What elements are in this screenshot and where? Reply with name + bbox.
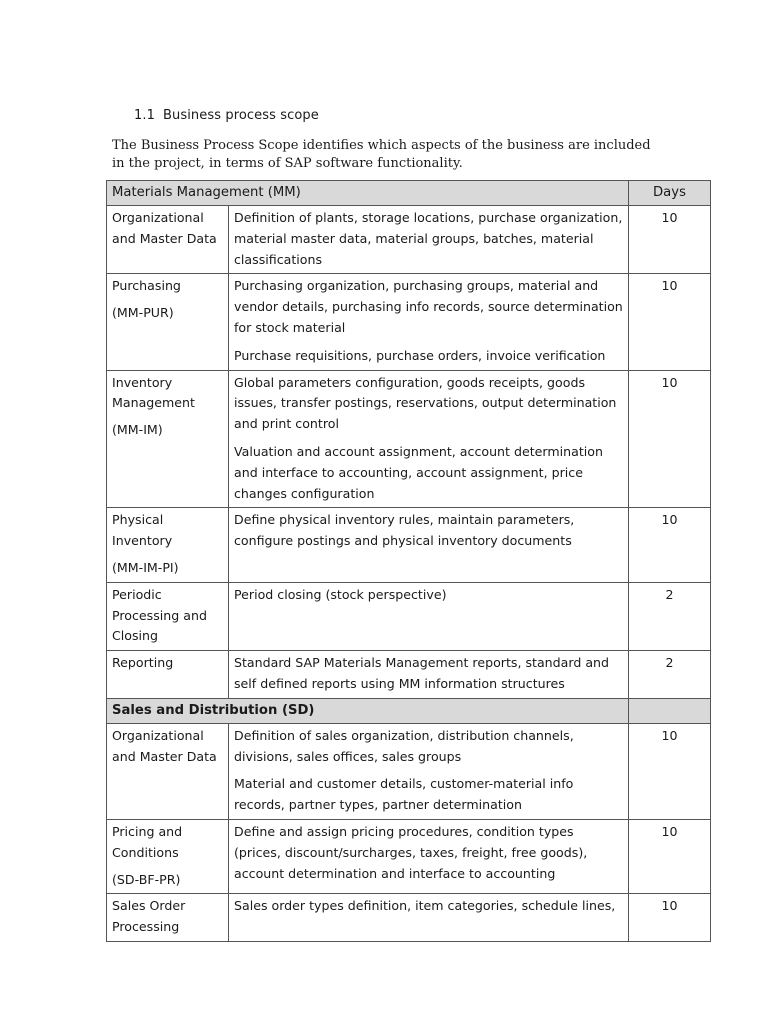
scope-description-text: Definition of sales organization, distribution channels, divisions, sales offices, sales groups — [234, 727, 574, 764]
process-area-text: Reporting — [112, 655, 174, 671]
scope-description-text: Purchase requisitions, purchase orders, invoice verification — [234, 347, 606, 363]
scope-description-text: Define physical inventory rules, maintain parameters, configure postings and physical inventory documents — [234, 512, 575, 549]
days-cell: 10 — [629, 819, 711, 893]
scope-description-text: Define and assign pricing procedures, condition types (prices, discount/surcharges, taxes, freight, free goods), account determination and interface to accounting — [234, 823, 588, 881]
scope-description-text: Period closing (stock perspective) — [234, 586, 447, 602]
section-number: 1.1 — [134, 108, 155, 123]
scope-description-text: Purchasing organization, purchasing groups, material and vendor details, purchasing info records, source determination for stock material — [234, 278, 623, 335]
process-area-text: (MM-PUR) — [112, 305, 174, 321]
table-row — [107, 206, 711, 274]
process-area-text: Organizational and Master Data — [112, 210, 217, 246]
process-area-text: Physical Inventory — [112, 512, 173, 549]
scope-description-cell — [229, 651, 629, 699]
scope-description-cell — [229, 508, 629, 582]
process-area-cell — [107, 370, 229, 508]
scope-description-cell — [229, 819, 629, 893]
process-area-text: (SD-BF-PR) — [112, 871, 181, 887]
scope-description-cell — [229, 370, 629, 508]
table-row — [107, 582, 711, 650]
days-cell: 10 — [629, 206, 711, 274]
scope-description-text: Sales order types definition, item categories, schedule lines, — [234, 898, 616, 914]
table-row — [107, 723, 711, 819]
process-area-cell — [107, 582, 229, 650]
process-area-cell — [107, 206, 229, 274]
section-header-row — [107, 698, 711, 723]
process-area-cell — [107, 274, 229, 370]
days-cell: 2 — [629, 651, 711, 699]
table-row — [107, 274, 711, 370]
process-area-cell — [107, 894, 229, 942]
section-header-row — [107, 181, 711, 206]
process-area-cell — [107, 723, 229, 819]
intro-paragraph: The Business Process Scope identifies which aspects of the business are included in the project, in terms of SAP software functionality. — [112, 138, 651, 171]
process-area-text: Periodic Processing and Closing — [112, 586, 207, 644]
process-area-cell — [107, 819, 229, 893]
days-cell: 10 — [629, 723, 711, 819]
days-cell: 10 — [629, 274, 711, 370]
process-area-cell — [107, 508, 229, 582]
scope-description-text: Global parameters configuration, goods receipts, goods issues, transfer postings, reservations, output determination and print control — [234, 374, 617, 432]
days-cell: 2 — [629, 582, 711, 650]
section-title: Business process scope — [162, 108, 319, 123]
days-cell: 10 — [629, 894, 711, 942]
process-area-text: Sales Order Processing — [112, 898, 186, 935]
scope-description-text: Standard SAP Materials Management reports, standard and self defined reports using MM information structures — [234, 655, 610, 691]
process-area-cell — [107, 651, 229, 699]
days-cell: 10 — [629, 508, 711, 582]
section-title-cell: Materials Management (MM) — [107, 181, 629, 206]
scope-description-cell — [229, 582, 629, 650]
scope-description-cell — [229, 206, 629, 274]
table-row — [107, 508, 711, 582]
scope-description-cell — [229, 274, 629, 370]
table-row — [107, 819, 711, 893]
scope-description-text: Material and customer details, customer-material info records, partner types, partner determination — [234, 776, 574, 813]
table-row — [107, 651, 711, 699]
scope-description-cell — [229, 894, 629, 942]
days-header-cell: Days — [629, 181, 711, 206]
process-area-text: (MM-IM-PI) — [112, 559, 179, 575]
process-area-text: Purchasing — [112, 278, 181, 294]
section-title-cell: Sales and Distribution (SD) — [107, 698, 629, 723]
scope-table — [106, 180, 711, 942]
scope-description-text: Definition of plants, storage locations, purchase organization, material master data, material groups, batches, material classifications — [234, 210, 623, 267]
scope-description-cell — [229, 723, 629, 819]
process-area-text: Pricing and Conditions — [112, 823, 183, 860]
process-area-text: (MM-IM) — [112, 422, 163, 438]
table-row — [107, 894, 711, 942]
process-area-text: Organizational and Master Data — [112, 727, 217, 764]
scope-description-text: Valuation and account assignment, account determination and interface to accounting, account assignment, price changes configuration — [234, 443, 603, 501]
section-heading — [134, 108, 319, 123]
days-header-cell — [629, 698, 711, 723]
days-cell: 10 — [629, 370, 711, 508]
table-row — [107, 370, 711, 508]
process-area-text: Inventory Management — [112, 374, 195, 411]
